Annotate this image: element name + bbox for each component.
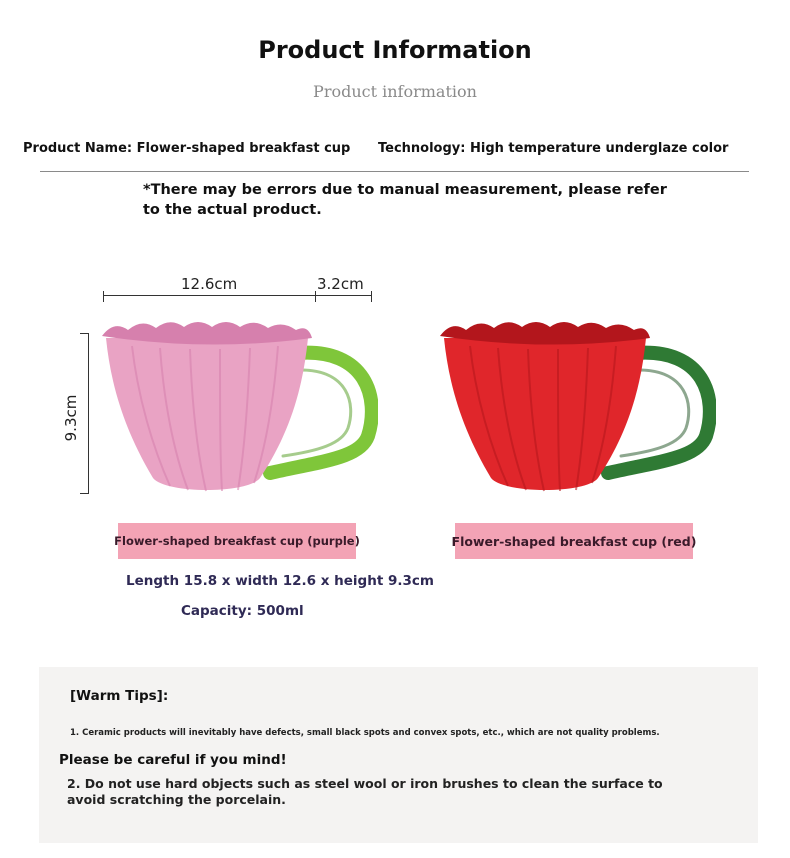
handle-dimension-label: 3.2cm <box>317 275 364 293</box>
width-dimension-tick-left <box>103 291 104 302</box>
red-cup-image <box>436 318 716 503</box>
width-dimension-tick-mid <box>315 291 316 302</box>
handle-dimension-tick-right <box>371 291 372 302</box>
divider <box>40 171 749 172</box>
purple-cup-image <box>98 318 378 503</box>
width-dimension-label: 12.6cm <box>181 275 238 293</box>
height-dimension-label: 9.3cm <box>62 394 80 442</box>
width-dimension-line <box>103 295 371 296</box>
measurement-note: *There may be errors due to manual measurement, please refer to the actual product. <box>143 182 667 218</box>
page-subtitle: Product information <box>313 82 477 101</box>
height-dimension-tick-bottom <box>80 493 89 494</box>
product-name-spec: Product Name: Flower-shaped breakfast cup <box>23 141 351 156</box>
warm-tip-1: 1. Ceramic products will inevitably have defects, small black spots and convex spots, etc., which are not quality problems. <box>70 728 660 738</box>
warm-tips-title: [Warm Tips]: <box>70 688 169 704</box>
technology-spec: Technology: High temperature underglaze color <box>378 141 729 156</box>
red-cup-label: Flower-shaped breakfast cup (red) <box>455 523 693 559</box>
page-title: Product Information <box>258 36 532 64</box>
height-dimension-line <box>88 333 89 494</box>
capacity-text: Capacity: 500ml <box>181 603 304 619</box>
height-dimension-tick-top <box>80 333 89 334</box>
warm-tip-2: 2. Do not use hard objects such as steel wool or iron brushes to clean the surface to avoid scratching the porcelain. <box>67 776 663 807</box>
size-text: Length 15.8 x width 12.6 x height 9.3cm <box>126 573 434 589</box>
warm-tips-care-note: Please be careful if you mind! <box>59 752 287 768</box>
purple-cup-label: Flower-shaped breakfast cup (purple) <box>118 523 356 559</box>
